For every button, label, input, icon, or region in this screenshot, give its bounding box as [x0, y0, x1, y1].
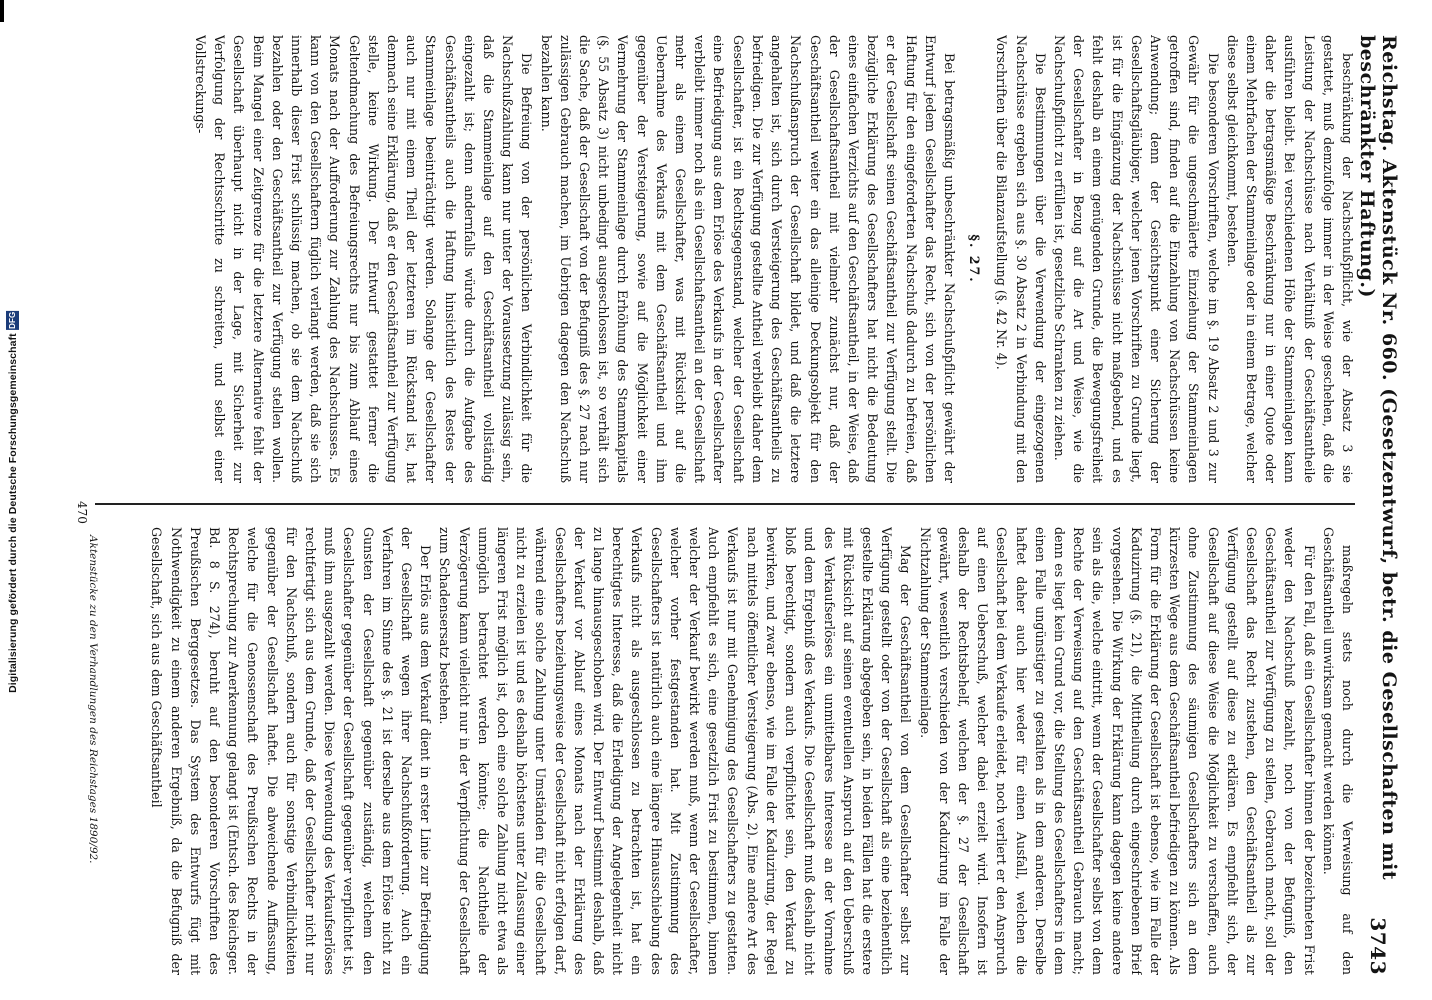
- paragraph: Der Erlös aus dem Verkauf dient in erster Linie zur Befriedigung der Gesellschaft wegen ihrer Nachschußforderung. Auch ein Verfahren im Sinne des §. 21 ist derselbe aus dem Erlöse nicht zu Gunsten der Gesellschaft gegenüber zuständig, welchem den Gesellschafter gegenüber der Gesellschaft gegenüber verpflichtet ist, muß ihm ausgezahlt werden. Diese Verwendung des Verkaufserlöses rechtfertigt sich aus dem Grunde, daß der Gesellschafter nicht nur für den Nachschuß, sondern auch für sonstige Verbindlichkeiten gegenüber der Gesellschaft haftet. Die abweichende Auffassung, welche für die Genossenschaft des Preußischen Rechts in der Rechtsprechung zur Anerkennung gelangt ist (Entsch. des Reichsger. Bd. 8 S. 274), beruht auf den besonderen Vorschriften des Preußischen Berggesetzes. Das System des Entwurfs fügt mit Nothwendigkeit zu einem anderen Ergebniß, da die Befugniß der Gesellschaft, sich aus dem Geschäftsantheil: [149, 527, 434, 975]
- folio: 470: [75, 501, 89, 524]
- paragraph: Die besonderen Vorschriften, welche im §. 19 Absatz 2 und 3 zur Gewähr für die ungeschmälerte Einziehung der Stammeinlagen getroffen sind, finden auf die Einzahlung von Nachschüssen keine Anwendung; denn der Gesichtspunkt einer Sicherung der Gesellschaftsgläubiger, welcher jenen Vorschriften zu Grunde liegt, ist für die Eingänzung der Nachschüsse nicht maßgebend, und es fehlt deshalb an einem genügenden Grunde, die Bewegungsfreiheit der Gesellschafter in Bezug auf die Art und Weise, wie die Nachschußpflicht zu erfüllen ist, gesetzliche Schranken zu ziehen.: [1051, 35, 1221, 483]
- right-column: [77, 527, 1357, 975]
- digitization-note-text: Digitalisierung gefördert durch die Deutsche Forschungsgemeinschaft: [6, 333, 19, 693]
- paragraph: Mag der Geschäftsantheil von dem Gesellschafter selbst zur Verfügung gestellt oder von der Gesellschaft als eine beziehentlich gestellte Erklärung abgegeben sein, in beiden Fällen hat die erstere mit Rücksicht auf seinen eventuellen Anspruch auf den Ueberschuß des Verkaufserlöses ein unmittelbares Interesse an der Vornahme und dem Ergebniß des Verkaufs. Die Gesellschaft muß deshalb nicht bloß berechtigt, sondern auch verpflichtet sein, den Verkauf zu bewirken, und zwar ebenso, wie im Falle der Kaduzirung, der Regel nach mittels öffentlicher Versteigerung (Abs. 2). Eine andere Art des Verkaufs ist nur mit Genehmigung des Gesellschafters zu gestatten. Auch empfiehlt es sich, eine gesetzlich Frist zu bestimmen, binnen welcher der Verkauf bewirkt werden muß, wenn der Gesellschafter, welcher vorher festgestanden hat. Mit Zustimmung des Gesellschafters ist natürlich auch eine längere Hinausschiebung des Verkaufs nicht als ausgeschlossen zu betrachten ist, hat ein berechtigtes Interesse, daß die Erledigung der Angelegenheit nicht zu lange hinausgeschoben wird. Der Entwurf bestimmt deshalb, daß der Verkauf vor Ablauf eines Monats nach der Erklärung des Gesellschafters beziehungsweise der Gesellschaft nicht erfolgen darf, während eine solche Zahlung unter Umständen für die Gesellschaft nicht zu erzielen ist und es deshalb höchstens unter Zulassung einer längeren Frist möglich ist, doch eine solche Zahlung nicht etwa als unmöglich betrachtet werden könnte; die Nachtheile der Verzögerung kann vielleicht nur in der Verpflichtung der Gesellschaft zum Schadensersatz bestehen.: [437, 527, 914, 975]
- dfg-logo: DFG: [7, 312, 17, 330]
- paragraph: maßregeln stets noch durch die Verweisung auf den Geschäftsantheil unwirksam gemacht werden können.: [1320, 527, 1355, 975]
- column-divider: [95, 503, 1355, 505]
- section-heading: §. 27.: [967, 234, 983, 284]
- scanned-page: [65, 35, 1400, 975]
- digitization-note: [6, 307, 19, 693]
- digitization-sidebar: [4, 0, 20, 1000]
- left-column: [77, 35, 1357, 483]
- paragraph: Die Befreiung von der persönlichen Verbindlichkeit für die Nachschußzahlung kann nur unter der Voraussetzung zulässig sein, daß die Stammeinlage auf den Geschäftsantheil vollständig eingezahlt ist; denn andernfalls würde durch die Aufgabe des Geschäftsantheils auch die Haftung hinsichtlich des Restes der Stammeinlage beeinträchtigt werden. Solange der Gesellschafter auch nur mit einem Theil der letzteren im Rückstand ist, hat demnach seine Erklärung, daß er den Geschäftsantheil zur Verfügung stelle, keine Wirkung. Der Entwurf gestattet ferner die Geltendmachung des Befreiungsrechts nur bis zum Ablauf eines Monats nach der Aufforderung zur Zahlung des Nachschusses. Es kann von den Gesellschaftern füglich verlangt werden, daß sie sich innerhalb dieser Frist schlüssig machen, ob sie dem Nachschuß bezahlen oder den Geschäftsantheil zur Verfügung stellen wollen. Beim Mangel einer Zeitgrenze für die letztere Alternative fehlt der Gesellschaft überhaupt nicht in der Lage, mit Sicherheit zur Verfolgung der Rechtsschritte zu schreiten, und selbst einer Vollstreckungs-: [193, 35, 535, 483]
- paragraph: Bei betragsmäßig unbeschränkter Nachschußpflicht gewährt der Entwurf jedem Gesellschafter das Recht, sich von der persönlichen Haftung für den eingeforderten Nachschuß dadurch zu befreien, daß er der Gesellschaft seinen Geschäftsantheil zur Verfügung stellt. Die bezügliche Erklärung des Gesellschafters hat nicht die Bedeutung eines einfachen Verzichts auf den Geschäftsantheil, in der Weise, daß der Gesellschaftsantheil mit vielmehr zunächst nur, daß der Geschäftsantheil weiter ein das alleinige Deckungsobjekt für den Nachschußanspruch der Gesellschaft bildet, und daß die letztere angehalten ist, sich durch Versteigerung des Geschäftsantheils zu befriedigen. Die zur Verfügung gestellte Antheil verbleibt daher dem Gesellschafter, ist ein Rechtsgegenstand, welcher der Gesellschaft eine Befriedigung aus dem Erlöse des Verkaufs in der Gesellschafter verbleibt immer noch als ein Gesellschaftsantheil an der Gesellschaft mehr als einem Gesellschafter, was mit Rücksicht auf die Uebernahme des Verkaufs mit dem Geschäftsantheil und ihm gegenüber der Versteigerung, sowie auf die Möglichkeit einer Vermehrung der Stammeinlage durch Erhöhung des Stammkapitals (§. 55 Absatz 3) nicht unbedingt ausgeschlossen ist, so verhält sich die Sache, daß der Gesellschaft von der Befugniß des §. 27 nach nur zulässigen Gebrauch machen, im Uebrigen dagegen den Nachschuß bezahlen kann.: [538, 35, 957, 483]
- running-title: Reichstag. Aktenstück Nr. 660. (Gesetzentwurf, betr. die Gesellschaften mit beschränkter Haftung.): [1356, 35, 1400, 881]
- paragraph: Die Bestimmungen über die Verwendung der eingezogenen Nachschüsse ergeben sich aus §. 30 Absatz 2 in Verbindung mit den Vorschriften über die Bilanzaufstellung (§. 42 Nr. 4).: [994, 35, 1048, 483]
- page-number: 3743: [1366, 917, 1390, 975]
- footnote: Aktenstücke zu den Verhandlungen des Reichstages 1890/92.: [87, 535, 99, 864]
- page-header: [1356, 35, 1400, 975]
- paragraph: beschränkung der Nachschußpflicht, wie der Absatz 3 sie gestattet, muß demzufolge immer in der Weise geschehen, daß die Leistung der Nachschüsse nach Verhältniß der Geschäftsantheile ausführen bleibt. Bei verschiedenen Höhe der Stammeinlagen kann daher die betragsmäßige Beschränkung nur in einer Quote oder einem Mehrfachen der Stammeinlage oder in einem Betrage, welcher diese selbst gleichkommt, bestehen.: [1224, 35, 1355, 483]
- paragraph: Für den Fall, daß ein Gesellschafter binnen der bezeichneten Frist weder den Nachschuß bezahlt, noch von der Befugniß, den Geschäftsantheil zur Verfügung zu stellen, Gebrauch macht, soll der Gesellschaft das Recht zustehen, den Geschäftsantheil als zur Verfügung gestellt auf diese zu erklären. Es empfiehlt sich, der Gesellschaft auf diese Weise die Möglichkeit zu verschaffen, auch ohne Zustimmung des säumigen Gesellschafters sich an dem kürzesten Wege aus dem Geschäftsantheil befriedigen zu können. Als Form für die Erklärung der Gesellschaft ist ebenso, wie im Falle der Kaduzirung (§. 21), die Mittheilung durch eingeschriebenen Brief vorgesehen. Die Wirkung der Erklärung kann dagegen keine andere sein als die, welche eintritt, wenn der Gesellschafter selbst von dem Rechte der Verweisung auf den Geschäftsantheil Gebrauch macht; denn es liegt kein Grund vor, die Stellung des Gesellschafters in dem einen Falle ungünstiger zu gestalten als in dem anderen. Derselbe haftet daher auch hier weder für einen Ausfall, welchen die Gesellschaft bei dem Verkaufe erleidet, noch verliert er den Anspruch auf einen Ueberschuß, welcher dabei erzielt wird. Insofern ist deshalb der Rechtsbehelf, welchen der §. 27 der Gesellschaft gewährt, wesentlich verschieden von der Kaduzirung im Falle der Nichtzahlung der Stammeinlage.: [917, 527, 1317, 975]
